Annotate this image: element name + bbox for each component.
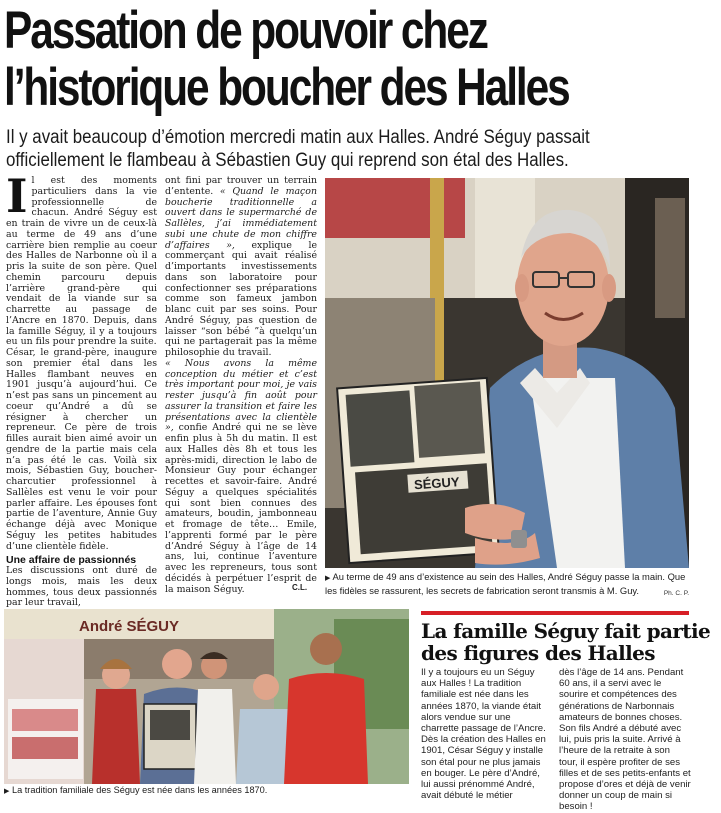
caption-text: Au terme de 49 ans d’existence au sein des Halles, André Séguy passe la main. Que les fidèles se rassurent, les secrets de fabrication seront transmis à M. Guy.	[325, 571, 686, 596]
article-paragraph	[165, 176, 317, 359]
main-photo	[325, 178, 689, 568]
caption-arrow-icon: ▶	[4, 788, 10, 795]
article-paragraph	[6, 169, 157, 348]
group-photo	[4, 609, 409, 784]
photo-sign-text: SÉGUY	[413, 474, 460, 493]
photo-credit: Ph. C. P.	[663, 589, 689, 597]
caption-text: La tradition familiale des Séguy est née dans les années 1870.	[11, 785, 268, 795]
article-paragraph: Les discussions ont duré de longs mois, mais les deux hommes, tous deux passionnés par leur travail,	[6, 565, 157, 609]
shop-sign-text: André SÉGUY	[79, 618, 180, 635]
drop-cap: I	[6, 169, 28, 223]
main-photo-caption	[325, 571, 689, 599]
headline-line-1: Passation de pouvoir chez	[4, 1, 487, 60]
article-paragraph	[165, 359, 317, 596]
quote: « Nous avons la même conception du métier et c’est très important pour moi, je vais rester jusqu’à fin août pour assurer la transition et faire les présentations avec la clientèle »,	[165, 357, 317, 434]
article-column-1	[6, 169, 157, 609]
paragraph-text: ont fini par trouver un terrain d’entente.	[165, 175, 317, 197]
headline-line-2: l’historique boucher des Halles	[4, 58, 569, 117]
box-column-1: Il y a toujours eu un Séguy aux Halles ! La tradition familiale est née dans les années 1870, la viande était alors vendue sur une charrette passage de l’Ancre. Dès la création des Halles en 1901, César Séguy y installe son étal pour ne plus jamais en bouger. Le père d’André, lui aussi prénommé André, avait débuté le métier	[421, 667, 546, 802]
headline	[4, 1, 569, 117]
red-rule-divider	[421, 611, 689, 615]
standfirst: Il y avait beaucoup d’émotion mercredi matin aux Halles. André Séguy passait officiellement le flambeau à Sébastien Guy qui reprend son étal des Halles.	[6, 127, 590, 171]
caption-arrow-icon: ▶	[325, 575, 331, 582]
butcher-portrait-illustration	[325, 178, 689, 568]
paragraph-text: l est des moments particuliers dans la vie professionnelle de chacun. André Séguy est en train de vivre un de ceux-là au terme de 49 ans d’une carrière bien remplie au coeur des Halles de Narbonne où il a pris la suite de son père. Quel chemin parcouru depuis l’arrière grand-père qui vendait de la viande sur sa charrette au passage de l’Ancre en 1870. Depuis, dans la famille Séguy, il y a toujours eu un fils pour prendre la suite.	[6, 175, 157, 348]
article-subhead: Une affaire de passionnés	[6, 554, 137, 567]
group-photo-caption	[4, 785, 409, 797]
article-paragraph: César, le grand-père, inaugure son premier étal dans les Halles flambant neuves en 1901 jusqu’à aujourd’hui. Ce n’est pas sans un pincement au coeur qu’André a dû se résigner à chercher un repreneur. Ce père de trois filles aurait bien aimé avoir un gendre de la partie mais cela n’a pas été le cas. Voilà six mois, Sébastien Guy, boucher-charcutier professionnel à Sallèles est venu le voir pour parler affaire. Les épouses font partie de l’aventure, Annie Guy échange déjà avec Monique Séguy les petites habitudes d’une clientèle fidèle.	[6, 347, 157, 552]
paragraph-text: confie André qui ne se lève enfin plus à 5h du matin. Il est aux Halles dès 8h et tous les après-midi, direction le labo de Monsieur Guy pour échanger recettes et savoir-faire. André Séguy a quelques spécialités qui sont bien connues des amateurs, boudin, jambonneau et fromage de tête… Emile, l’apprenti formé par le père d’André Séguy à l’âge de 14 ans, lui, continue l’aventure avec les repreneurs, tous sont décidés à perpétuer l’esprit de la maison Séguy.	[165, 422, 317, 595]
paragraph-text: explique le commerçant qui avait réalisé d’importants investissements dans son laboratoire pour confectionner ses préparations comme son fameux jambon blanc cuit par ses soins. Pour André Séguy, pas question de laisser “son bébé ”à quelqu’un qui ne partagerait pas la même philosophie du travail.	[165, 239, 318, 358]
article-column-2	[165, 176, 317, 595]
box-title: La famille Séguy fait partie des figures des Halles	[421, 619, 711, 665]
quote: « Quand le maçon boucherie traditionnelle a ouvert dans le supermarché de Sallèles, j’ai immédiatement subi une chute de mon chiffre d’affaires »,	[165, 185, 317, 251]
butcher-shop-illustration	[4, 609, 409, 784]
author-signature: C.L.	[292, 583, 308, 592]
box-column-2: dès l’âge de 14 ans. Pendant 60 ans, il a servi avec le sourire et compétences des générations de Narbonnais amateurs de bonnes choses. Son fils André a débuté avec lui, puis pris la suite. Arrivé à l’heure de la retraite à son tour, il espère profiter de ses filles et de ses petits-enfants et propose d’ores et déjà de venir donner un coup de main si besoin !	[559, 667, 691, 813]
